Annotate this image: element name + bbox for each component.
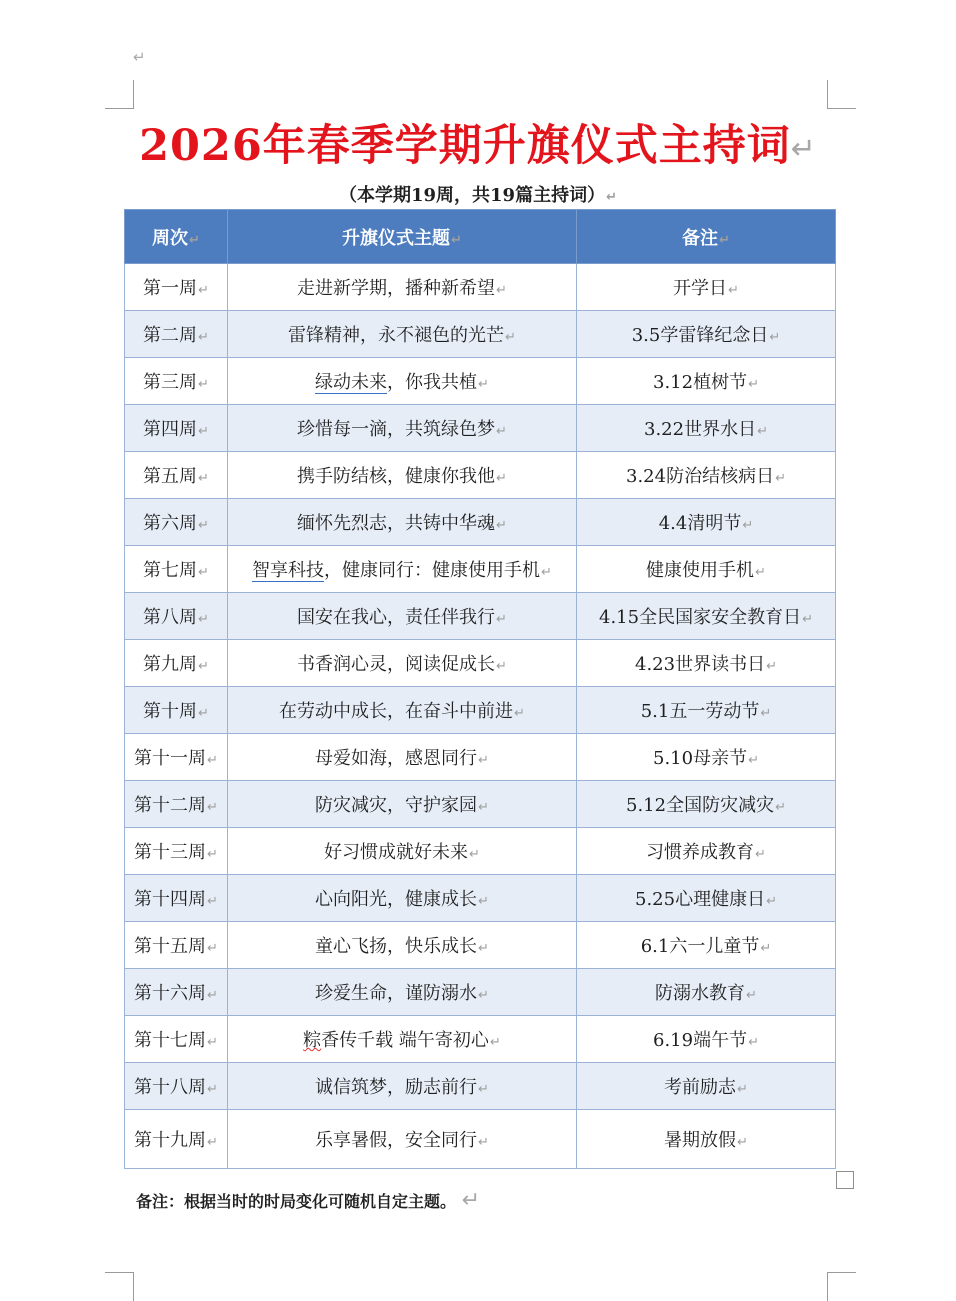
paragraph-mark-icon: ↵ (769, 330, 781, 345)
week-label: 第十五周 (134, 936, 207, 957)
paragraph-mark-icon: ↵ (198, 706, 209, 721)
paragraph-mark-icon: ↵ (746, 988, 757, 1003)
paragraph-mark-icon: ↵ (207, 894, 218, 909)
paragraph-mark-icon: ↵ (198, 377, 209, 392)
theme-cell[interactable] (228, 781, 577, 828)
table-row (125, 687, 836, 734)
crop-mark-bottom-right (827, 1272, 856, 1301)
paragraph-mark-icon: ↵ (775, 471, 786, 486)
remark-cell[interactable] (577, 546, 836, 593)
theme-cell[interactable] (228, 264, 577, 311)
paragraph-mark-icon: ↵ (728, 283, 739, 298)
remark-text: 3.5学雷锋纪念日 (631, 325, 769, 346)
remark-text: 5.1五一劳动节 (640, 701, 760, 722)
table-row (125, 405, 836, 452)
remark-cell[interactable] (577, 875, 836, 922)
week-label: 第十周 (143, 701, 198, 722)
week-cell[interactable] (125, 969, 228, 1016)
week-label: 第五周 (143, 466, 198, 487)
paragraph-mark-icon: ↵ (802, 612, 813, 627)
theme-text: 好习惯成就好未来 (324, 842, 469, 863)
table-row (125, 922, 836, 969)
theme-text: 童心飞扬，快乐成长 (315, 936, 478, 957)
remark-text: 3.24防治结核病日 (626, 466, 775, 487)
theme-cell[interactable] (228, 546, 577, 593)
paragraph-mark-icon: ↵ (478, 377, 489, 392)
remark-text: 5.12全国防灾减灾 (626, 795, 775, 816)
paragraph-mark-icon: ↵ (489, 1035, 501, 1050)
paragraph-mark-icon: ↵ (207, 1082, 218, 1097)
table-row (125, 264, 836, 311)
table-row (125, 499, 836, 546)
table-row (125, 311, 836, 358)
week-cell[interactable] (125, 687, 228, 734)
theme-text: 防灾减灾，守护家园 (315, 795, 478, 816)
week-label: 第一周 (143, 278, 198, 299)
paragraph-mark-icon: ↵ (755, 847, 766, 862)
week-label: 第七周 (143, 560, 198, 581)
week-label: 第四周 (143, 419, 198, 440)
table-resize-handle[interactable] (836, 1171, 854, 1189)
remark-cell[interactable] (577, 781, 836, 828)
remark-cell[interactable] (577, 499, 836, 546)
theme-text: 走进新学期，播种新希望 (297, 278, 496, 299)
theme-cell[interactable] (228, 1110, 577, 1169)
table-row (125, 828, 836, 875)
week-cell[interactable] (125, 311, 228, 358)
remark-cell[interactable] (577, 405, 836, 452)
table-row (125, 546, 836, 593)
table-row (125, 640, 836, 687)
paragraph-mark-icon: ↵ (757, 424, 768, 439)
header-theme[interactable] (228, 210, 577, 264)
week-label: 第九周 (143, 654, 198, 675)
theme-text-marked: 绿动未来 (315, 372, 388, 393)
paragraph-mark-icon: ↵ (478, 753, 489, 768)
theme-cell[interactable] (228, 1063, 577, 1110)
week-label: 第八周 (143, 607, 198, 628)
table-row (125, 358, 836, 405)
note-text: 备注：根据当时的时局变化可随机自定主题。 (136, 1192, 457, 1211)
week-cell[interactable] (125, 1016, 228, 1063)
week-cell[interactable] (125, 452, 228, 499)
week-cell[interactable] (125, 358, 228, 405)
week-cell[interactable] (125, 546, 228, 593)
theme-text: 香传千载 端午寄初心 (321, 1030, 489, 1051)
paragraph-mark-icon: ↵ (505, 330, 516, 345)
footer-note[interactable] (136, 1188, 480, 1213)
paragraph-mark-icon: ↵ (478, 941, 489, 956)
week-cell[interactable] (125, 593, 228, 640)
paragraph-mark-icon: ↵ (198, 612, 209, 627)
theme-cell[interactable] (228, 311, 577, 358)
theme-text: 珍惜每一滴，共筑绿色梦 (297, 419, 496, 440)
remark-text: 5.25心理健康日 (635, 889, 766, 910)
remark-text: 暑期放假 (664, 1130, 737, 1151)
week-label: 第十三周 (134, 842, 207, 863)
remark-cell[interactable] (577, 452, 836, 499)
week-label: 第十八周 (134, 1077, 207, 1098)
theme-cell[interactable] (228, 734, 577, 781)
week-label: 第十九周 (134, 1130, 207, 1151)
header-theme-label: 升旗仪式主题 (342, 227, 451, 249)
paragraph-mark-icon: ↵ (198, 424, 209, 439)
remark-text: 3.22世界水日 (644, 419, 757, 440)
remark-text: 防溺水教育 (655, 983, 746, 1004)
header-week[interactable] (125, 210, 228, 264)
week-cell[interactable] (125, 828, 228, 875)
paragraph-mark-icon: ↵ (748, 377, 759, 392)
table-row (125, 969, 836, 1016)
theme-text: 乐享暑假，安全同行 (315, 1130, 478, 1151)
week-label: 第六周 (143, 513, 198, 534)
paragraph-mark-icon: ↵ (742, 518, 754, 533)
theme-cell[interactable] (228, 640, 577, 687)
paragraph-mark-icon: ↵ (748, 753, 759, 768)
theme-cell[interactable] (228, 922, 577, 969)
paragraph-mark-icon: ↵ (198, 283, 209, 298)
paragraph-mark-icon: ↵ (496, 471, 507, 486)
remark-text: 考前励志 (664, 1077, 737, 1098)
remark-text: 6.1六一儿童节 (640, 936, 760, 957)
week-cell[interactable] (125, 875, 228, 922)
paragraph-mark-icon: ↵ (207, 1135, 218, 1150)
paragraph-mark-icon: ↵ (760, 941, 772, 956)
theme-cell[interactable] (228, 452, 577, 499)
week-cell[interactable] (125, 640, 228, 687)
theme-cell[interactable] (228, 499, 577, 546)
theme-text: ，健康同行：健康使用手机 (324, 560, 541, 581)
paragraph-mark-icon: ↵ (496, 518, 507, 533)
paragraph-mark-icon: ↵ (514, 706, 525, 721)
paragraph-mark-icon: ↵ (207, 847, 218, 862)
paragraph-mark-icon: ↵ (207, 988, 218, 1003)
remark-cell[interactable] (577, 1016, 836, 1063)
paragraph-mark-icon: ↵ (478, 800, 489, 815)
paragraph-mark-icon: ↵ (478, 988, 489, 1003)
theme-text: 携手防结核，健康你我他 (297, 466, 496, 487)
theme-text-marked: 粽 (303, 1030, 322, 1051)
remark-cell[interactable] (577, 687, 836, 734)
theme-text-marked: 智享科技 (252, 560, 325, 581)
week-cell[interactable] (125, 499, 228, 546)
paragraph-mark-icon: ↵ (496, 659, 507, 674)
remark-cell[interactable] (577, 828, 836, 875)
paragraph-mark-icon: ↵ (606, 190, 617, 205)
week-label: 第十一周 (134, 748, 207, 769)
paragraph-mark-icon: ↵ (451, 232, 462, 248)
theme-cell[interactable] (228, 593, 577, 640)
paragraph-mark-icon: ↵ (461, 1188, 481, 1213)
remark-cell[interactable] (577, 640, 836, 687)
week-cell[interactable] (125, 405, 228, 452)
theme-cell[interactable] (228, 405, 577, 452)
paragraph-mark-icon: ↵ (207, 800, 218, 815)
theme-cell[interactable] (228, 875, 577, 922)
remark-cell[interactable] (577, 922, 836, 969)
theme-cell[interactable] (228, 828, 577, 875)
table-row (125, 734, 836, 781)
crop-mark-bottom-left (105, 1272, 134, 1301)
table-row (125, 593, 836, 640)
header-remark[interactable] (577, 210, 836, 264)
paragraph-mark-icon: ↵ (760, 706, 772, 721)
week-cell[interactable] (125, 264, 228, 311)
theme-text: 缅怀先烈志，共铸中华魂 (297, 513, 496, 534)
paragraph-mark-icon: ↵ (478, 1135, 489, 1150)
theme-text: 珍爱生命，谨防溺水 (315, 983, 478, 1004)
paragraph-mark-icon: ↵ (766, 659, 777, 674)
paragraph-mark-icon: ↵ (766, 894, 777, 909)
paragraph-mark-icon: ↵ (189, 232, 200, 248)
table-row (125, 1110, 836, 1169)
paragraph-mark-icon: ↵ (496, 283, 507, 298)
paragraph-mark-icon: ↵ (133, 48, 146, 66)
paragraph-mark-icon: ↵ (478, 1082, 489, 1097)
paragraph-mark-icon: ↵ (755, 565, 766, 580)
week-cell[interactable] (125, 734, 228, 781)
theme-text: 雷锋精神，永不褪色的光芒 (288, 325, 505, 346)
title-text: 2026年春季学期升旗仪式主持词 (139, 121, 791, 171)
week-label: 第十六周 (134, 983, 207, 1004)
document-subtitle[interactable] (0, 181, 956, 207)
remark-text: 6.19端午节 (653, 1030, 748, 1051)
week-label: 第三周 (143, 372, 198, 393)
paragraph-mark-icon: ↵ (737, 1082, 748, 1097)
remark-text: 3.12植树节 (653, 372, 748, 393)
theme-cell[interactable] (228, 687, 577, 734)
week-cell[interactable] (125, 1110, 228, 1169)
week-label: 第十七周 (134, 1030, 207, 1051)
paragraph-mark-icon: ↵ (478, 894, 489, 909)
remark-cell[interactable] (577, 264, 836, 311)
remark-cell[interactable] (577, 1063, 836, 1110)
paragraph-mark-icon: ↵ (198, 518, 209, 533)
table-row (125, 452, 836, 499)
paragraph-mark-icon: ↵ (496, 424, 507, 439)
remark-cell[interactable] (577, 1110, 836, 1169)
theme-text: 诚信筑梦，励志前行 (315, 1077, 478, 1098)
paragraph-mark-icon: ↵ (207, 753, 218, 768)
paragraph-mark-icon: ↵ (469, 847, 480, 862)
week-label: 第十二周 (134, 795, 207, 816)
schedule-table[interactable] (124, 209, 836, 1169)
paragraph-mark-icon: ↵ (790, 131, 817, 167)
remark-text: 习惯养成教育 (646, 842, 755, 863)
week-cell[interactable] (125, 922, 228, 969)
table-row (125, 1063, 836, 1110)
remark-cell[interactable] (577, 311, 836, 358)
document-title[interactable] (0, 112, 956, 173)
paragraph-mark-icon: ↵ (198, 659, 209, 674)
theme-cell[interactable] (228, 358, 577, 405)
table-header-row (125, 210, 836, 264)
remark-text: 4.15全民国家安全教育日 (599, 607, 802, 628)
paragraph-mark-icon: ↵ (496, 612, 507, 627)
paragraph-mark-icon: ↵ (207, 941, 218, 956)
theme-text: 国安在我心，责任伴我行 (297, 607, 496, 628)
subtitle-text: （本学期19周，共19篇主持词） (338, 185, 606, 206)
paragraph-mark-icon: ↵ (737, 1135, 748, 1150)
week-label: 第二周 (143, 325, 198, 346)
theme-text: ，你我共植 (387, 372, 478, 393)
paragraph-mark-icon: ↵ (719, 232, 730, 248)
header-week-label: 周次 (152, 227, 189, 249)
week-cell[interactable] (125, 1063, 228, 1110)
week-label: 第十四周 (134, 889, 207, 910)
remark-text: 4.23世界读书日 (635, 654, 766, 675)
table-row (125, 875, 836, 922)
paragraph-mark-icon: ↵ (775, 800, 786, 815)
remark-cell[interactable] (577, 593, 836, 640)
theme-text: 心向阳光，健康成长 (315, 889, 478, 910)
table-row (125, 781, 836, 828)
remark-text: 健康使用手机 (646, 560, 755, 581)
paragraph-mark-icon: ↵ (541, 565, 552, 580)
remark-text: 4.4清明节 (658, 513, 742, 534)
theme-cell[interactable] (228, 1016, 577, 1063)
theme-cell[interactable] (228, 969, 577, 1016)
header-remark-label: 备注 (682, 227, 719, 249)
week-cell[interactable] (125, 781, 228, 828)
remark-cell[interactable] (577, 734, 836, 781)
table-row (125, 1016, 836, 1063)
theme-text: 母爱如海，感恩同行 (315, 748, 478, 769)
theme-text: 书香润心灵，阅读促成长 (297, 654, 496, 675)
paragraph-mark-icon: ↵ (198, 330, 209, 345)
crop-mark-top-right (827, 80, 856, 109)
crop-mark-top-left (105, 80, 134, 109)
remark-cell[interactable] (577, 969, 836, 1016)
paragraph-mark-icon: ↵ (198, 471, 209, 486)
paragraph-mark-icon: ↵ (748, 1035, 759, 1050)
paragraph-mark-icon: ↵ (207, 1035, 218, 1050)
remark-text: 开学日 (673, 278, 728, 299)
paragraph-mark-icon: ↵ (198, 565, 209, 580)
remark-cell[interactable] (577, 358, 836, 405)
theme-text: 在劳动中成长，在奋斗中前进 (279, 701, 514, 722)
remark-text: 5.10母亲节 (653, 748, 748, 769)
